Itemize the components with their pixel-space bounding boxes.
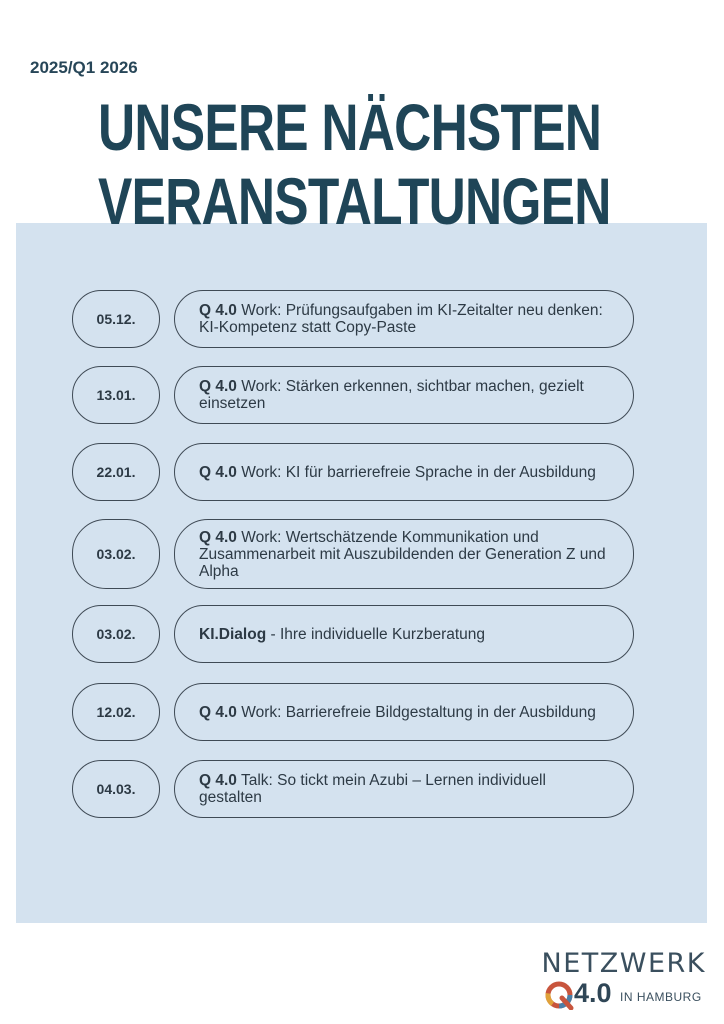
event-brand: Q 4.0 bbox=[199, 772, 237, 789]
title-line-2: VERANSTALTUNGEN bbox=[98, 164, 611, 238]
event-item bbox=[72, 760, 634, 818]
period-label: 2025/Q1 2026 bbox=[30, 58, 138, 77]
event-title: Work: Prüfungsaufgaben im KI-Zeitalter neu denken: KI-Kompetenz statt Copy-Paste bbox=[199, 302, 603, 336]
event-title: Work: Wertschätzende Kommunikation und Zusammenarbeit mit Auszubildenden der Generation Z und Alpha bbox=[199, 528, 606, 580]
event-item bbox=[72, 519, 634, 589]
event-brand: Q 4.0 bbox=[199, 378, 237, 395]
event-title: Work: KI für barrierefreie Sprache in der Ausbildung bbox=[236, 463, 596, 481]
event-date: 03.02. bbox=[72, 605, 160, 663]
event-title: Talk: So tickt mein Azubi – Lernen individuell gestalten bbox=[199, 772, 546, 806]
event-item bbox=[72, 443, 634, 501]
event-date: 22.01. bbox=[72, 443, 160, 501]
logo-wordmark: NETZWERK bbox=[541, 948, 706, 979]
event-date: 05.12. bbox=[72, 290, 160, 348]
event-title-pill[interactable] bbox=[174, 366, 634, 424]
event-title-pill[interactable] bbox=[174, 683, 634, 741]
event-brand: Q 4.0 bbox=[199, 463, 237, 481]
event-title-pill[interactable] bbox=[174, 443, 634, 501]
event-brand: Q 4.0 bbox=[199, 528, 237, 546]
event-brand: KI.Dialog bbox=[199, 625, 267, 643]
event-item bbox=[72, 290, 634, 348]
event-title-pill[interactable] bbox=[174, 605, 634, 663]
event-brand: Q 4.0 bbox=[199, 302, 237, 319]
event-title-pill[interactable] bbox=[174, 290, 634, 348]
event-date: 04.03. bbox=[72, 760, 160, 818]
event-item bbox=[72, 366, 634, 424]
event-title-pill[interactable] bbox=[174, 519, 634, 589]
logo-number: 4.0 bbox=[574, 978, 612, 1008]
event-brand: Q 4.0 bbox=[199, 703, 237, 721]
q-gear-icon bbox=[544, 980, 574, 1010]
event-title: Work: Barrierefreie Bildgestaltung in der Ausbildung bbox=[236, 703, 596, 721]
event-date: 12.02. bbox=[72, 683, 160, 741]
event-title: Work: Stärken erkennen, sichtbar machen, gezielt einsetzen bbox=[199, 378, 584, 412]
event-item bbox=[72, 683, 634, 741]
network-logo bbox=[538, 948, 708, 1008]
event-date: 13.01. bbox=[72, 366, 160, 424]
event-item bbox=[72, 605, 634, 663]
title-line-1: UNSERE NÄCHSTEN bbox=[98, 90, 602, 164]
event-title: - Ihre individuelle Kurzberatung bbox=[266, 625, 486, 643]
event-date: 03.02. bbox=[72, 519, 160, 589]
logo-city: IN HAMBURG bbox=[620, 990, 702, 1004]
event-title-pill[interactable] bbox=[174, 760, 634, 818]
